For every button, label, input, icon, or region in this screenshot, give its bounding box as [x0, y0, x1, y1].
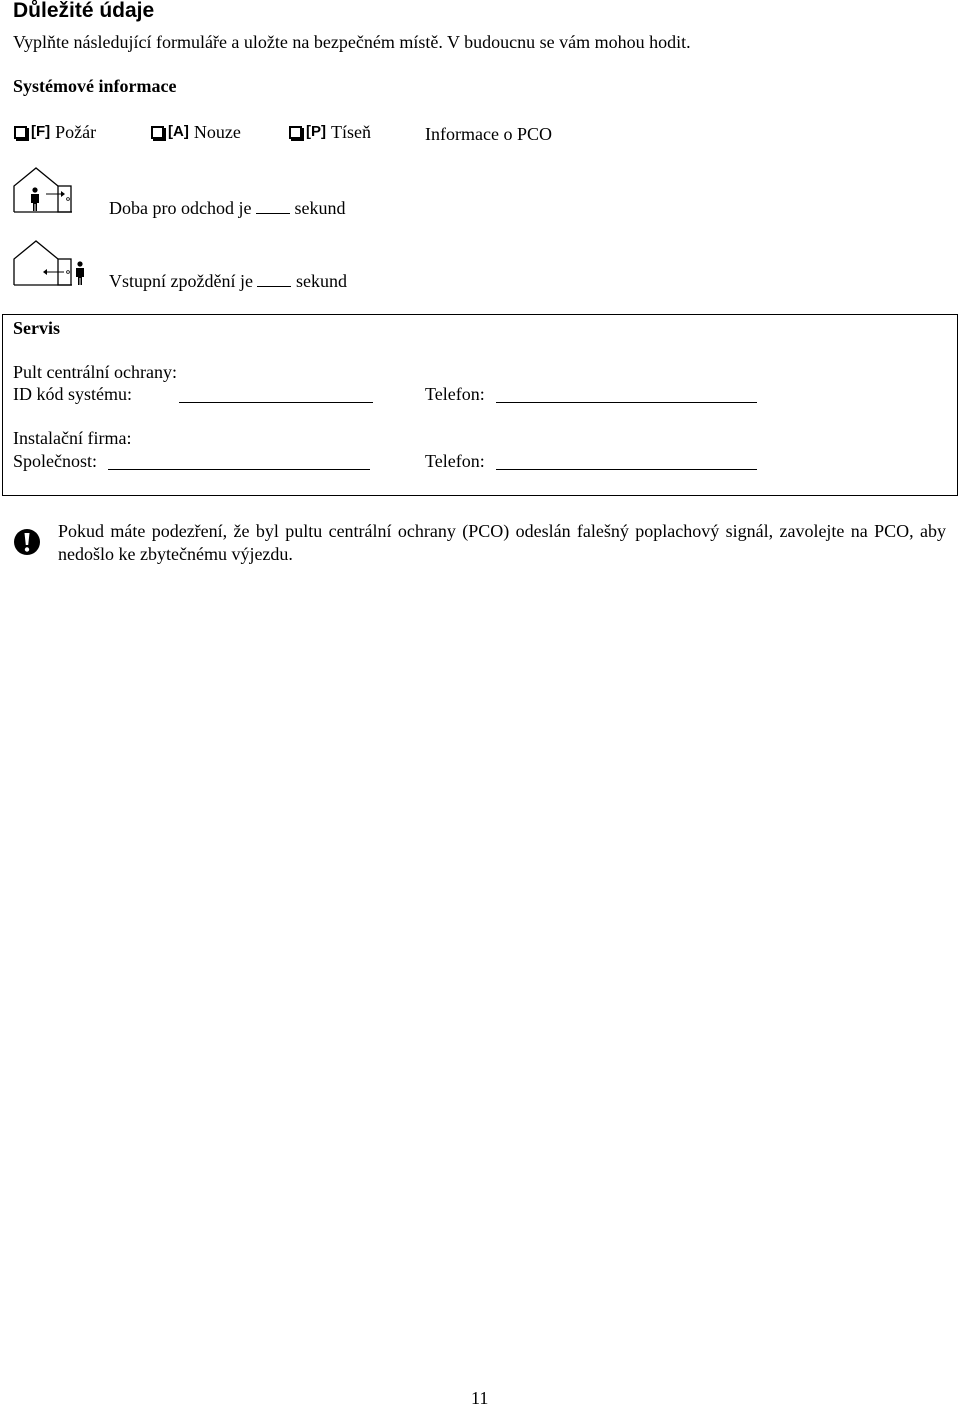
- entry-delay-row: [109, 270, 347, 292]
- key-label: Nouze: [193, 122, 241, 142]
- key-label: Požár: [55, 122, 97, 142]
- installer-phone-field[interactable]: [496, 453, 757, 470]
- entry-house-icon: [12, 239, 90, 289]
- company-label: Společnost:: [13, 451, 97, 471]
- key-panic[interactable]: [289, 122, 371, 143]
- key-code: [A]: [168, 123, 189, 140]
- exclamation-icon: [13, 528, 41, 556]
- system-info-heading: Systémové informace: [13, 76, 177, 96]
- checkbox-icon[interactable]: [289, 126, 302, 139]
- system-id-label: ID kód systému:: [13, 384, 132, 404]
- entry-delay-prefix: Vstupní zpoždění je: [109, 271, 253, 291]
- checkbox-icon[interactable]: [14, 126, 27, 139]
- monitoring-heading: Pult centrální ochrany:: [13, 362, 177, 382]
- entry-delay-field[interactable]: [257, 270, 291, 287]
- pco-phone-label: Telefon:: [425, 384, 485, 404]
- warning-text: Pokud máte podezření, že byl pultu centrální ochrany (PCO) odeslán falešný poplachový signál, zavolejte na PCO, aby nedošlo ke zbytečnému výjezdu.: [58, 521, 946, 564]
- intro-text: Vyplňte následující formuláře a uložte na bezpečném místě. V budoucnu se vám mohou hodit.: [13, 32, 691, 52]
- pco-info-label: Informace o PCO: [425, 124, 552, 144]
- page-title: Důležité údaje: [13, 0, 155, 22]
- exit-delay-suffix: sekund: [294, 198, 346, 218]
- exit-delay-prefix: Doba pro odchod je: [109, 198, 252, 218]
- installer-heading: Instalační firma:: [13, 428, 132, 448]
- entry-delay-suffix: sekund: [295, 271, 347, 291]
- service-heading: Servis: [13, 318, 60, 338]
- key-fire[interactable]: [14, 122, 96, 143]
- key-emergency[interactable]: [151, 122, 241, 143]
- page-number: 11: [471, 1388, 489, 1408]
- key-code: [P]: [306, 123, 326, 140]
- key-label: Tíseň: [331, 122, 371, 142]
- company-field[interactable]: [108, 453, 370, 470]
- pco-phone-field[interactable]: [496, 386, 757, 403]
- system-id-field[interactable]: [179, 386, 373, 403]
- exit-delay-field[interactable]: [256, 197, 290, 214]
- exit-house-icon: [12, 166, 74, 216]
- checkbox-icon[interactable]: [151, 126, 164, 139]
- exit-delay-row: [109, 197, 345, 219]
- key-code: [F]: [31, 123, 51, 140]
- installer-phone-label: Telefon:: [425, 451, 485, 471]
